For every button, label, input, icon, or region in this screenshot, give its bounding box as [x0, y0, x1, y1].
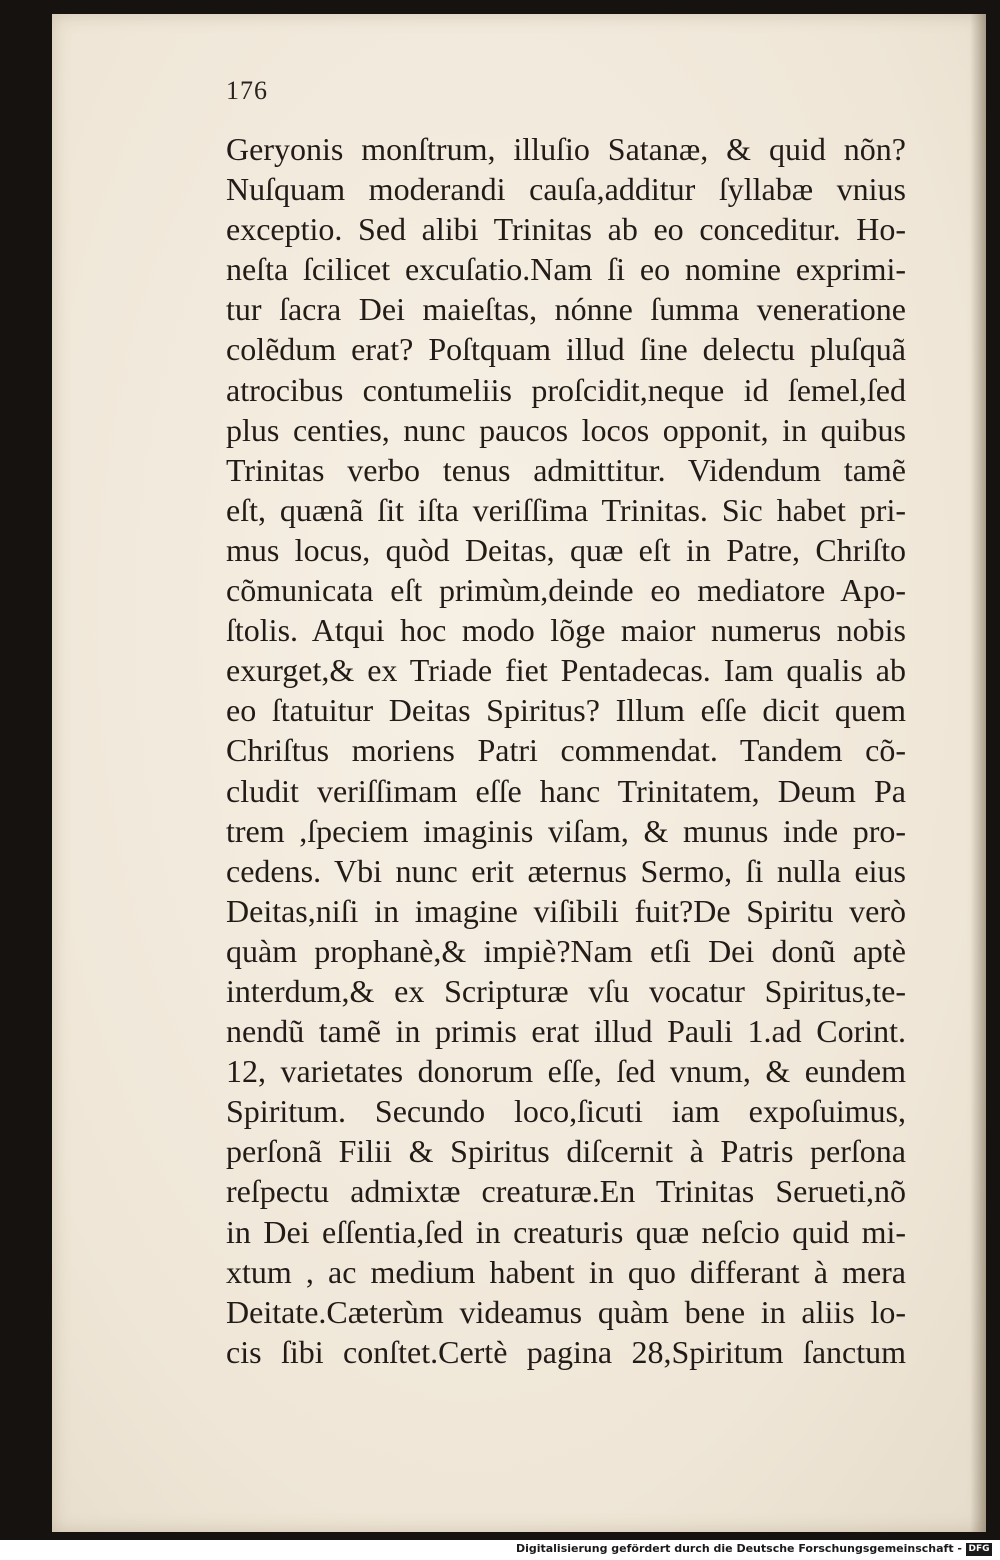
text-line: nendũ tamẽ in primis erat illud Pauli 1.ad Corint. — [226, 1013, 906, 1050]
page-edge-shadow — [970, 14, 986, 1532]
text-line: Trinitas verbo tenus admittitur. Videndum tamẽ — [226, 451, 906, 488]
text-line: Nuſquam moderandi cauſa,additur ſyllabæ vnius — [226, 171, 906, 208]
text-line: quàm prophanè,& impiè?Nam etſi Dei donũ aptè — [226, 932, 906, 969]
text-line: Deitas,niſi in imagine viſibili fuit?De Spiritu verò — [226, 892, 906, 929]
text-line: 12, varietates donorum eſſe, ſed vnum, & eundem — [226, 1053, 906, 1090]
text-line: perſonã Filii & Spiritus diſcernit à Patris perſona — [226, 1133, 906, 1170]
text-line: atrocibus contumeliis proſcidit,neque id ſemel,ſed — [226, 371, 906, 408]
text-line: Geryonis monſtrum, illuſio Satanæ, & quid nõn? — [226, 131, 906, 167]
text-line: eſt, quænã ſit iſta veriſſima Trinitas. Sic habet pri- — [226, 491, 906, 528]
text-block — [226, 129, 906, 1372]
footer-credit: Digitalisierung gefördert durch die Deutsche Forschungsgemeinschaft - — [515, 1542, 962, 1555]
text-line: tur ſacra Dei maieſtas, nónne ſumma veneratione — [226, 291, 906, 328]
text-line: cõmunicata eſt primùm,deinde eo mediatore Apo- — [226, 572, 906, 609]
text-line: ſtolis. Atqui hoc modo lõge maior numerus nobis — [226, 612, 906, 649]
dfg-logo: DFG — [966, 1543, 992, 1556]
text-line: reſpectu admixtæ creaturæ.En Trinitas Serueti,nõ — [226, 1173, 906, 1210]
text-line: exceptio. Sed alibi Trinitas ab eo conceditur. Ho- — [226, 211, 906, 248]
text-line: eo ſtatuitur Deitas Spiritus? Illum eſſe dicit quem — [226, 692, 906, 729]
text-line: neſta ſcilicet excuſatio.Nam ſi eo nomine exprimi- — [226, 251, 906, 288]
text-line: in Dei eſſentia,ſed in creaturis quæ neſcio quid mi- — [226, 1213, 906, 1250]
text-line: trem ,ſpeciem imaginis viſam, & munus inde pro- — [226, 812, 906, 849]
footer-bar — [0, 1540, 1000, 1560]
text-line: cedens. Vbi nunc erit æternus Sermo, ſi nulla eius — [226, 852, 906, 889]
page-number: 176 — [226, 76, 268, 105]
text-line: colẽdum erat? Poſtquam illud ſine delectu pluſquã — [226, 331, 906, 368]
text-line: Spiritum. Secundo loco,ſicuti iam expoſuimus, — [226, 1093, 906, 1130]
text-line: xtum , ac medium habent in quo differant à mera — [226, 1253, 906, 1290]
text-line: cis ſibi conſtet.Certè pagina 28,Spiritum ſanctum — [226, 1333, 906, 1370]
text-line: interdum,& ex Scripturæ vſu vocatur Spiritus,te- — [226, 972, 906, 1009]
text-line: cludit veriſſimam eſſe hanc Trinitatem, Deum Pa — [226, 772, 906, 809]
text-line: Chriſtus moriens Patri commendat. Tandem cõ- — [226, 732, 906, 769]
text-line: exurget,& ex Triade fiet Pentadecas. Iam qualis ab — [226, 652, 906, 689]
text-line: mus locus, quòd Deitas, quæ eſt in Patre, Chriſto — [226, 531, 906, 568]
text-line: plus centies, nunc paucos locos opponit, in quibus — [226, 411, 906, 448]
text-line: Deitate.Cæterùm videamus quàm bene in aliis lo- — [226, 1293, 906, 1330]
